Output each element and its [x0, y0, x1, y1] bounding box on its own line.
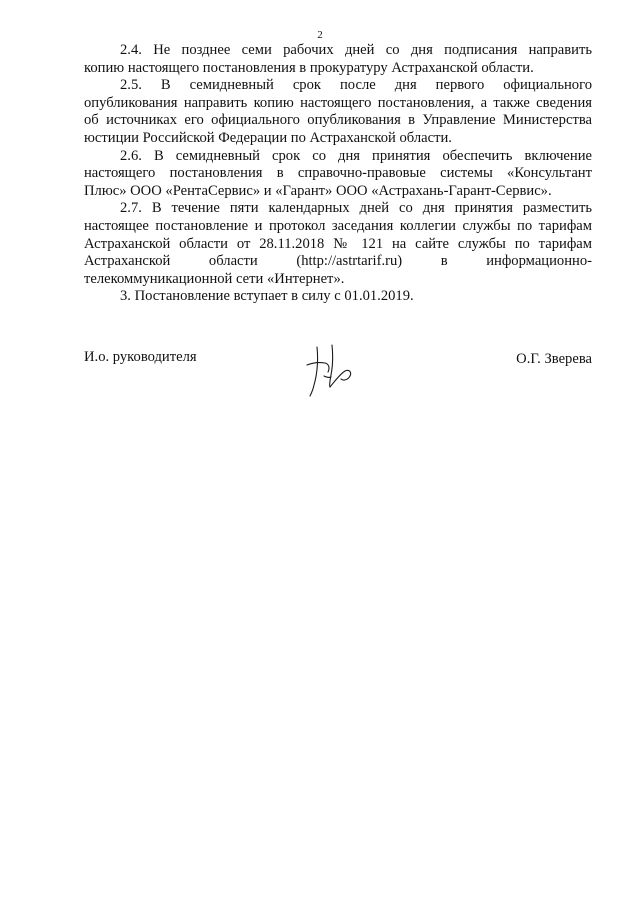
paragraph-line: Астраханской области (http://astrtarif.ru) в информационно-: [84, 253, 592, 270]
paragraph-line: об источниках его официального опубликования в Управление Министерства: [84, 112, 592, 129]
paragraph-line: Плюс» ООО «РентаСервис» и «Гарант» ООО «Астрахань-Гарант-Сервис».: [84, 182, 552, 199]
signatory-title: И.о. руководителя: [84, 349, 197, 365]
paragraph-line: 2.4. Не позднее семи рабочих дней со дня подписания направить: [120, 42, 592, 58]
handwritten-signature-icon: [303, 341, 361, 397]
signatory-name: О.Г. Зверева: [516, 351, 592, 367]
paragraph-2-7: [84, 200, 592, 288]
paragraph-line: 2.6. В семидневный срок со дня принятия обеспечить включение: [120, 147, 592, 164]
paragraph-line: 2.7. В течение пяти календарных дней со дня принятия разместить: [120, 200, 592, 217]
paragraph-line: телекоммуникационной сети «Интернет».: [84, 270, 345, 287]
signature-block: [84, 341, 592, 401]
paragraph-line: опубликования направить копию настоящего постановления, а также сведения: [84, 94, 592, 111]
paragraph-line: 3. Постановление вступает в силу с 01.01.2019.: [120, 288, 414, 305]
paragraph-line: настоящего постановления в справочно-правовые системы «Консультант: [84, 165, 592, 182]
document-body: [84, 42, 592, 306]
paragraph-3: [84, 288, 592, 306]
paragraph-line: юстиции Российской Федерации по Астраханской области.: [84, 129, 452, 146]
paragraph-2-5: [84, 77, 592, 147]
page-number: 2: [317, 29, 323, 41]
paragraph-line: настоящее постановление и протокол заседания коллегии службы по тарифам: [84, 217, 592, 234]
paragraph-line: 2.5. В семидневный срок после дня первого официального: [120, 77, 592, 94]
paragraph-line: копию настоящего постановления в прокуратуру Астраханской области.: [84, 59, 534, 76]
paragraph-line: Астраханской области от 28.11.2018 № 121 на сайте службы по тарифам: [84, 235, 592, 252]
paragraph-2-6: [84, 148, 592, 201]
paragraph-2-4: [84, 42, 592, 77]
